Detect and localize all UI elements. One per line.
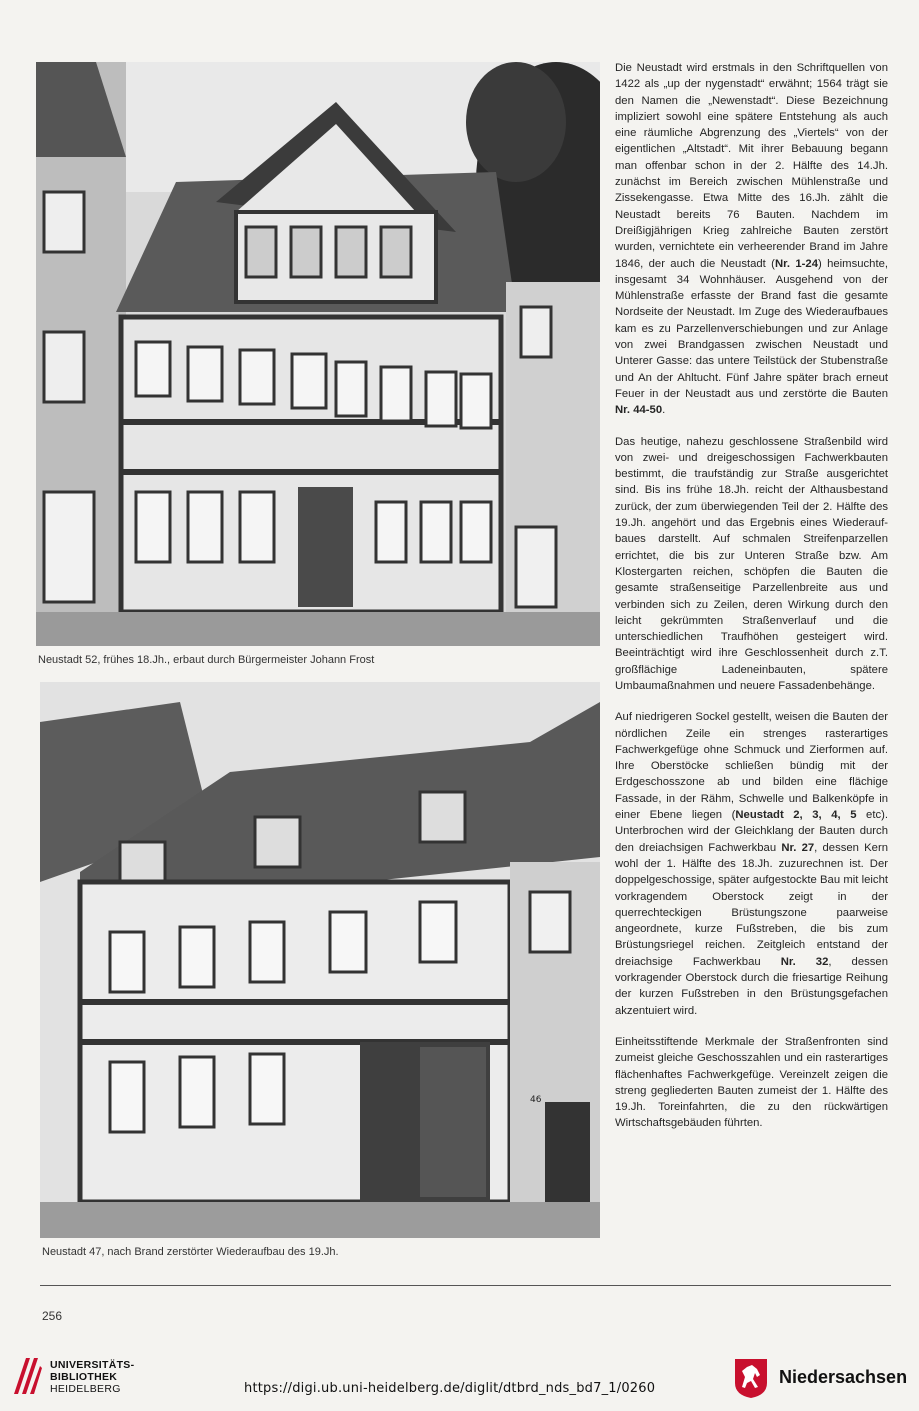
library-name-line-1: UNIVERSITÄTS- xyxy=(50,1359,135,1371)
photo-neustadt-52 xyxy=(36,62,600,646)
footer-rule xyxy=(40,1285,891,1286)
photo-neustadt-52-drawing xyxy=(36,62,600,646)
photo-neustadt-47-drawing xyxy=(40,682,600,1238)
library-name-line-2: BIBLIOTHEK xyxy=(50,1371,118,1383)
ref-nr-27: Nr. 27 xyxy=(781,841,815,854)
caption-top: Neustadt 52, frühes 18.Jh., erbaut durch Bürgermeister Johann Frost xyxy=(38,654,375,666)
ref-nr-1-24: Nr. 1-24 xyxy=(774,257,818,270)
state-name: Niedersachsen xyxy=(779,1367,908,1387)
library-mark-icon xyxy=(10,1354,44,1398)
paragraph-1 xyxy=(615,60,888,419)
caption-bottom: Neustadt 47, nach Brand zerstörter Wiederaufbau des 19.Jh. xyxy=(42,1246,339,1258)
niedersachsen-logo[interactable] xyxy=(733,1357,913,1401)
paragraph-3-part-a: Auf niedrigeren Sockel gestellt, weisen die Bauten der nördlichen Zeile ein strenges rasterartiges Fachwerkgefüge ohne Schmuck und Zierformen auf. Ihre Oberstöcke schließen bündig mit der Erdgeschosszone ab und bilden eine flächige Fassade, in der Rähm, Schwelle und Balkenköpfe in einer Ebene liegen ( xyxy=(615,711,888,822)
house-number-46: 46 xyxy=(530,1095,542,1105)
photo-neustadt-47 xyxy=(40,682,600,1238)
paragraph-3-part-d: , dessen vorkragender Oberstock durch die friesartige Reihung der kurzen Fußstreben in den Brüstungsgefachen akzentuiert wird. xyxy=(615,955,888,1017)
library-name-line-3: HEIDELBERG xyxy=(50,1383,121,1395)
paragraph-3-part-b: etc). Unterbrochen wird der Gleichklang der Bauten durch den dreiachsigen Fachwerkbau xyxy=(615,809,889,854)
body-text-column xyxy=(615,60,888,1147)
paragraph-3 xyxy=(615,709,888,1019)
page-number: 256 xyxy=(42,1309,63,1323)
source-url-link[interactable]: https://digi.ub.uni-heidelberg.de/diglit/dtbrd_nds_bd7_1/0260 xyxy=(244,1381,656,1396)
paragraph-2: Das heutige, nahezu geschlossene Straßenbild wird von zwei- und dreigeschossigen Fachwerkbauten bestimmt, die traufständig zur Straße ausgerichtet sind. Bis ins frühe 18.Jh. reicht der Althausbestand zurück, der zum überwiegenden Teil der 2. Hälfte des 19.Jh. angehört und das Ergebnis eines Wiederaufbaues darstellt. Auf schmalen Streifenparzellen errichtet, die bis zur Unteren Straße bzw. Am Klostergarten reichen, schöpfen die Bauten die gesamte straßenseitige Parzellenbreite aus und verbinden sich zu Zeilen, deren Wirkung durch den leicht gekrümmten Straßenverlauf und die unterschiedlichen Traufhöhen gesteigert wird. Beeinträchtigt wird ihre Geschlossenheit durch z.T. großflächige Ladeneinbauten, spätere Umbaumaßnahmen und neuere Fassadenbehänge. xyxy=(615,435,888,692)
paragraph-1-part-a: Die Neustadt wird erstmals in den Schriftquellen von 1422 als „up der nygenstadt“ erwähnt; 1564 trägt sie den Namen die „Newenstadt“. Diese Bezeichnung impliziert sowohl eine spätere Entstehung als auch eine räumliche Abgrenzung des „Viertels“ von der eigentlichen „Altstadt“. Mit ihrer Bebauung begann man offenbar schon in der 2. Hälfte des 14.Jh. zunächst im Bereich zwischen Mühlenstraße und Zissekengasse. Etwa Mitte des 16.Jh. zählt die Neustadt bereits 76 Bauten. Nachdem im Dreißigjährigen Krieg zahlreiche Bauten zerstört wurden, vernichtete ein verheerender Brand im Jahre 1846, der auch die Neustadt ( xyxy=(615,62,888,270)
ref-neustadt-2-5: Neustadt 2, 3, 4, 5 xyxy=(735,809,857,822)
heidelberg-library-logo[interactable] xyxy=(10,1354,160,1404)
paragraph-3-part-c: , dessen Kern wohl der 1. Hälfte des 18.Jh. zuzurechnen ist. Der doppelgeschossige, später aufgestockte Bau mit leicht vorkragendem Oberstock zeigt in der querrechteckigen Brüstungszone paarweise angeordnete, kurze Fußstreben, die bis zum Brüstungsriegel reichen. Zeitgleich entstand der dreiachsige Fachwerkbau xyxy=(615,841,888,968)
ref-nr-44-50: Nr. 44-50 xyxy=(615,404,663,417)
horse-crest-icon xyxy=(733,1357,769,1399)
paragraph-1-part-c: . xyxy=(662,404,666,417)
paragraph-4: Einheitsstiftende Merkmale der Straßenfronten sind zumeist gleiche Geschosszahlen und ein rasterartiges flächenhaftes Fachwerkgefüge. Vereinzelt zeigen die streng gegliederten Bauten zumeist der 1. Hälfte des 19.Jh. Toreinfahrten, die zu den rückwärtigen Wirtschaftsgebäuden führten. xyxy=(615,1035,888,1130)
paragraph-1-part-b: ) heimsuchte, insgesamt 34 Wohnhäuser. Ausgehend von der Mühlenstraße erfasste der Brand fast die gesamte Nordseite der Neustadt. Im Zuge des Wiederaufbaues kam es zu Parzellenverschiebungen und zur Anlage von zwei Brandgassen zwischen Neustadt und Unterer Gasse: das untere Teilstück der Stubenstraße und An der Ahltucht. Fünf Jahre später brach erneut Feuer in der Neustadt aus und zerstörte die Bauten xyxy=(615,257,889,400)
ref-nr-32: Nr. 32 xyxy=(780,955,829,968)
